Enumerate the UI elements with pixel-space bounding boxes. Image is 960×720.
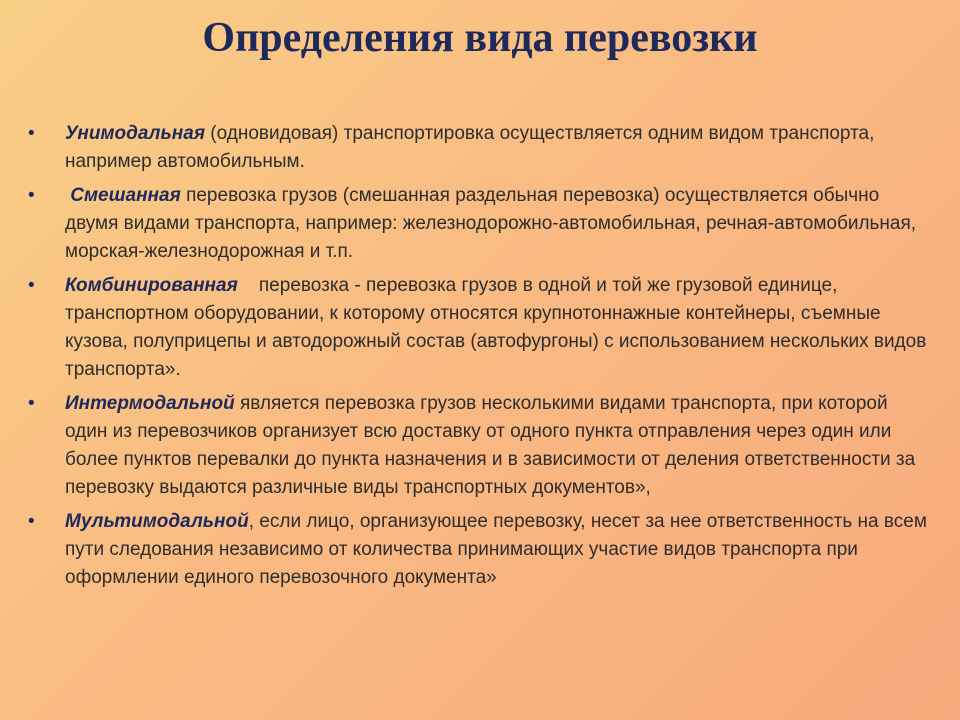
definition-term: Смешанная (65, 185, 181, 206)
definition-item-mixed (28, 182, 933, 266)
definitions-list (28, 120, 933, 598)
definition-term: Интермодальной (65, 393, 235, 414)
bullet-icon: • (28, 393, 35, 414)
definition-item-multimodal (28, 508, 933, 592)
slide-title: Определения вида перевозки (202, 15, 758, 61)
definition-item-combined (28, 272, 933, 384)
bullet-icon: • (28, 275, 35, 296)
bullet-icon: • (28, 185, 35, 206)
bullet-icon: • (28, 511, 35, 532)
definition-term: Унимодальная (65, 123, 206, 144)
definition-text: является перевозка грузов несколькими видами транспорта, при которой один из перевозчиков организует всю доставку от одного пункта отправления через один или более пунктов перевалки до пункта назначения и в зависимости от деления ответственности за перевозку выдаются различные виды транспортных документов», (65, 393, 916, 498)
definition-term: Комбинированная (65, 275, 238, 296)
definition-text: (одновидовая) транспортировка осуществляется одним видом транспорта, например автомобильным. (65, 123, 875, 172)
bullet-icon: • (28, 123, 35, 144)
definition-item-intermodal (28, 390, 933, 502)
definition-term: Мультимодальной (65, 511, 249, 532)
definition-text: перевозка - перевозка грузов в одной и той же грузовой единице, транспортном оборудовании, к которому относятся крупнотоннажные контейнеры, съемные кузова, полуприцепы и автодорожный состав (автофургоны) с использованием нескольких видов транспорта». (65, 275, 932, 380)
definition-text: перевозка грузов (смешанная раздельная перевозка) осуществляется обычно двумя видами транспорта, например: железнодорожно-автомобильная, речная-автомобильная, морская-железнодорожная и т.п. (65, 185, 917, 262)
definition-item-unimodal (28, 120, 933, 176)
definition-text: , если лицо, организующее перевозку, несет за нее ответственность на всем пути следования независимо от количества принимающих участие видов транспорта при оформлении единого перевозочного документа» (65, 511, 927, 588)
